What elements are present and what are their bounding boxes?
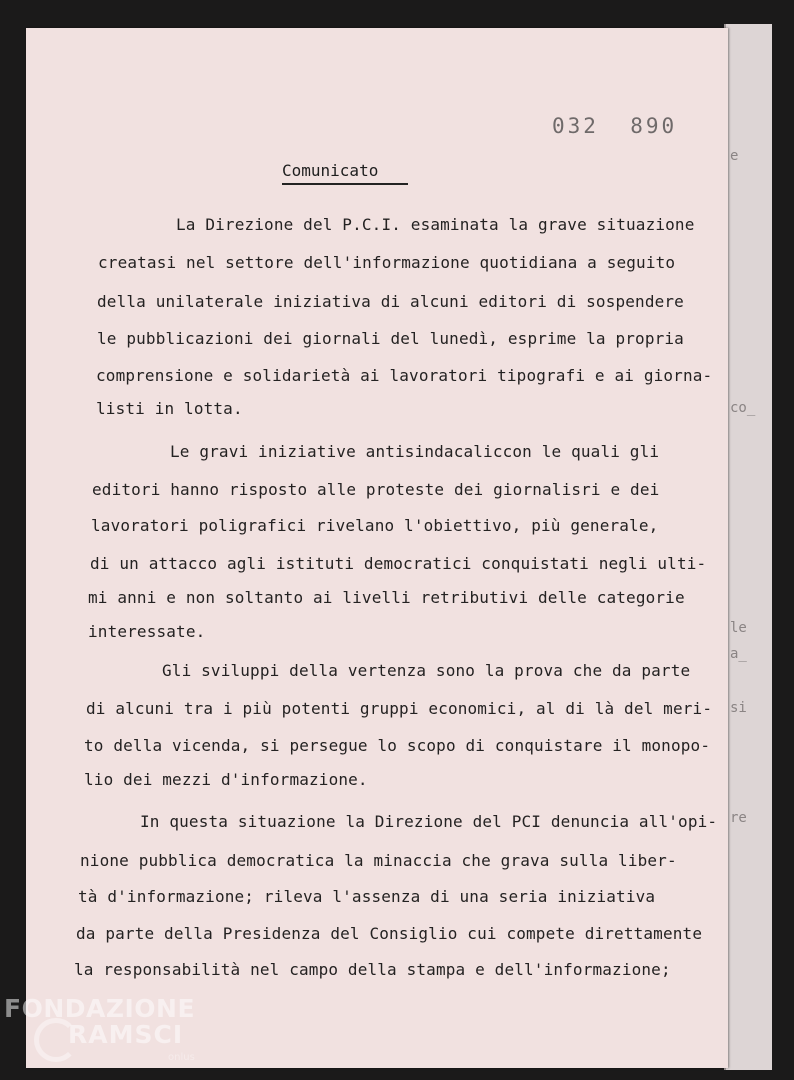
- text-line: tà d'informazione; rileva l'assenza di una seria iniziativa: [78, 887, 656, 906]
- text-line: comprensione e solidarietà ai lavoratori tipografi e ai giorna-: [96, 366, 713, 385]
- text-line: to della vicenda, si persegue lo scopo di conquistare il monopo-: [84, 736, 711, 755]
- underlying-fragment: le: [730, 620, 747, 636]
- underlying-fragment: co_: [730, 400, 756, 416]
- text-line: In questa situazione la Direzione del PCI denuncia all'opi-: [140, 812, 718, 831]
- underlying-fragment: re: [730, 810, 747, 826]
- text-line: di alcuni tra i più potenti gruppi economici, al di là del meri-: [86, 699, 713, 718]
- underlying-fragment: si: [730, 700, 747, 716]
- text-line: editori hanno risposto alle proteste dei giornalisri e dei: [92, 480, 660, 499]
- watermark-suffix: onlus: [168, 1052, 195, 1063]
- text-line: da parte della Presidenza del Consiglio cui compete direttamente: [76, 924, 703, 943]
- text-line: nione pubblica democratica la minaccia che grava sulla liber-: [80, 851, 677, 870]
- text-line: della unilaterale iniziativa di alcuni editori di sospendere: [97, 292, 684, 311]
- text-line: Gli sviluppi della vertenza sono la prova che da parte: [162, 661, 691, 680]
- watermark-line2: RAMSCI: [68, 1020, 184, 1049]
- document-page: [26, 28, 728, 1068]
- underlying-page: [724, 24, 772, 1070]
- text-line: interessate.: [88, 622, 206, 641]
- text-line: mi anni e non soltanto ai livelli retributivi delle categorie: [88, 588, 685, 607]
- document-title: Comunicato: [282, 161, 379, 180]
- text-line: lio dei mezzi d'informazione.: [84, 770, 368, 789]
- underlying-fragment: a_: [730, 646, 747, 662]
- text-line: creatasi nel settore dell'informazione quotidiana a seguito: [98, 253, 676, 272]
- document-number: 032 890: [552, 114, 678, 138]
- text-line: le pubblicazioni dei giornali del lunedì, esprime la propria: [97, 329, 684, 348]
- text-line: lavoratori poligrafici rivelano l'obiettivo, più generale,: [91, 516, 659, 535]
- text-line: La Direzione del P.C.I. esaminata la grave situazione: [176, 215, 695, 234]
- text-line: la responsabilità nel campo della stampa e dell'informazione;: [74, 960, 671, 979]
- text-line: di un attacco agli istituti democratici conquistati negli ulti-: [90, 554, 707, 573]
- text-line: Le gravi iniziative antisindacaliccon le quali gli: [170, 442, 660, 461]
- underlying-fragment: e: [730, 148, 739, 164]
- text-line: listi in lotta.: [96, 399, 243, 418]
- title-underline: [282, 183, 408, 185]
- watermark-line1: FONDAZIONE: [4, 994, 196, 1023]
